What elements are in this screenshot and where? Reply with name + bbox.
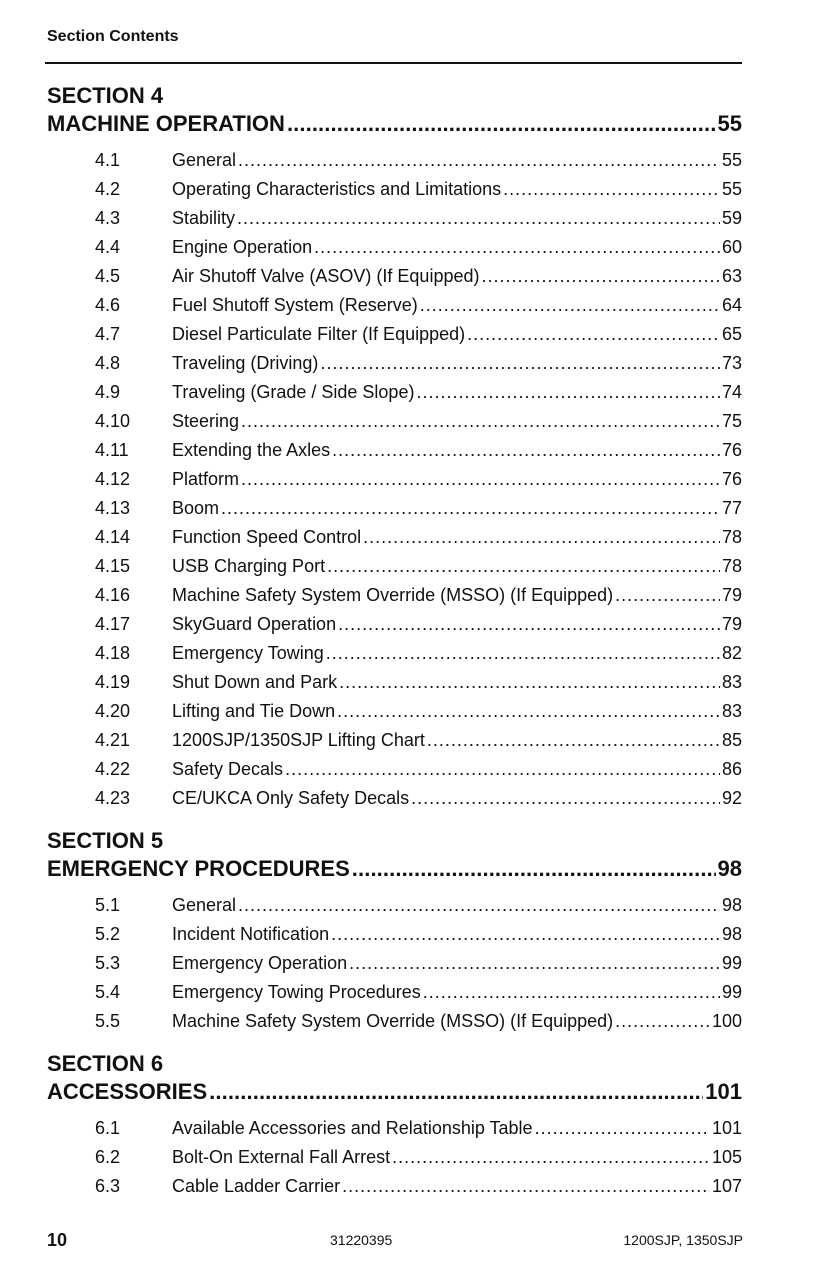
entry-title: General: [172, 150, 237, 170]
dot-leader: [503, 175, 720, 204]
dot-leader: [327, 552, 720, 581]
section-title: ACCESSORIES: [47, 1079, 208, 1104]
footer-model-names: 1200SJP, 1350SJP: [623, 1232, 743, 1248]
entry-page-number: 105: [711, 1147, 742, 1167]
entry-title: Engine Operation: [172, 237, 313, 257]
section-page-number: 98: [717, 856, 742, 881]
dot-leader: [352, 855, 716, 883]
entry-title: Incident Notification: [172, 924, 330, 944]
toc-entry[interactable]: [47, 978, 742, 1007]
entry-title: USB Charging Port: [172, 556, 326, 576]
dot-leader: [221, 494, 720, 523]
dot-leader: [535, 1114, 710, 1143]
toc-entry[interactable]: [47, 920, 742, 949]
toc-entry[interactable]: [47, 1007, 742, 1036]
entry-number: 4.6: [95, 295, 121, 315]
entry-number: 4.9: [95, 382, 121, 402]
entry-title: SkyGuard Operation: [172, 614, 337, 634]
entry-page-number: 55: [721, 150, 742, 170]
entry-page-number: 63: [721, 266, 742, 286]
entry-number: 6.2: [95, 1147, 121, 1167]
entry-page-number: 79: [721, 614, 742, 634]
entry-title: Machine Safety System Override (MSSO) (If Equipped): [172, 1011, 614, 1031]
entry-page-number: 107: [711, 1176, 742, 1196]
dot-leader: [615, 1007, 710, 1036]
entry-number: 4.4: [95, 237, 121, 257]
entry-page-number: 83: [721, 701, 742, 721]
dot-leader: [363, 523, 720, 552]
toc-entry[interactable]: [47, 755, 742, 784]
toc-entry-list: [47, 891, 742, 1036]
toc-entry[interactable]: [47, 349, 742, 378]
toc-entry[interactable]: [47, 1114, 742, 1143]
entry-number: 4.16: [95, 585, 131, 605]
dot-leader: [467, 320, 720, 349]
entry-number: 6.3: [95, 1176, 121, 1196]
entry-number: 4.23: [95, 788, 131, 808]
entry-title: 1200SJP/1350SJP Lifting Chart: [172, 730, 425, 750]
dot-leader: [481, 262, 719, 291]
dot-leader: [392, 1143, 710, 1172]
footer-page-number: 10: [47, 1230, 68, 1250]
entry-page-number: 86: [721, 759, 742, 779]
dot-leader: [320, 349, 720, 378]
table-of-contents: [47, 82, 742, 1215]
entry-title: Lifting and Tie Down: [172, 701, 336, 721]
entry-title: CE/UKCA Only Safety Decals: [172, 788, 410, 808]
entry-page-number: 100: [711, 1011, 742, 1031]
toc-entry[interactable]: [47, 436, 742, 465]
entry-title: Diesel Particulate Filter (If Equipped): [172, 324, 466, 344]
dot-leader: [209, 1078, 703, 1106]
toc-entry[interactable]: [47, 552, 742, 581]
entry-title: Stability: [172, 208, 236, 228]
entry-page-number: 78: [721, 556, 742, 576]
entry-title: General: [172, 895, 237, 915]
footer-document-number: 31220395: [330, 1232, 393, 1248]
page-header-title: Section Contents: [47, 28, 179, 45]
section-title: EMERGENCY PROCEDURES: [47, 856, 350, 881]
entry-title: Platform: [172, 469, 240, 489]
dot-leader: [423, 978, 720, 1007]
entry-page-number: 73: [721, 353, 742, 373]
toc-entry-list: [47, 146, 742, 813]
entry-title: Available Accessories and Relationship Table: [172, 1118, 533, 1138]
entry-number: 4.10: [95, 411, 131, 431]
dot-leader: [238, 146, 720, 175]
dot-leader: [416, 378, 720, 407]
entry-number: 4.20: [95, 701, 131, 721]
toc-entry[interactable]: [47, 639, 742, 668]
dot-leader: [331, 920, 720, 949]
dot-leader: [615, 581, 720, 610]
toc-entry[interactable]: [47, 726, 742, 755]
dot-leader: [427, 726, 720, 755]
toc-entry[interactable]: [47, 1143, 742, 1172]
dot-leader: [241, 407, 720, 436]
toc-entry[interactable]: [47, 949, 742, 978]
entry-page-number: 77: [721, 498, 742, 518]
toc-entry[interactable]: [47, 697, 742, 726]
toc-entry-list: [47, 1114, 742, 1201]
dot-leader: [237, 204, 720, 233]
entry-page-number: 101: [711, 1118, 742, 1138]
toc-entry[interactable]: [47, 175, 742, 204]
toc-entry[interactable]: [47, 610, 742, 639]
entry-page-number: 99: [721, 982, 742, 1002]
entry-number: 4.7: [95, 324, 121, 344]
dot-leader: [238, 891, 720, 920]
header-divider: [45, 62, 742, 64]
dot-leader: [241, 465, 720, 494]
entry-number: 4.5: [95, 266, 121, 286]
toc-entry[interactable]: [47, 465, 742, 494]
entry-page-number: 60: [721, 237, 742, 257]
entry-title: Boom: [172, 498, 220, 518]
entry-number: 4.11: [95, 440, 129, 460]
entry-page-number: 99: [721, 953, 742, 973]
entry-number: 4.8: [95, 353, 121, 373]
toc-entry[interactable]: [47, 233, 742, 262]
entry-page-number: 76: [721, 469, 742, 489]
toc-entry[interactable]: [47, 407, 742, 436]
entry-title: Extending the Axles: [172, 440, 331, 460]
section-title: MACHINE OPERATION: [47, 111, 285, 136]
toc-entry[interactable]: [47, 262, 742, 291]
dot-leader: [339, 668, 720, 697]
entry-title: Operating Characteristics and Limitations: [172, 179, 502, 199]
entry-number: 5.1: [95, 895, 121, 915]
section-title-row[interactable]: [47, 855, 742, 883]
dot-leader: [285, 755, 720, 784]
entry-number: 4.1: [95, 150, 121, 170]
section-title-row[interactable]: [47, 110, 742, 138]
entry-page-number: 98: [721, 924, 742, 944]
entry-number: 4.15: [95, 556, 131, 576]
entry-number: 4.3: [95, 208, 121, 228]
entry-page-number: 75: [721, 411, 742, 431]
entry-number: 4.13: [95, 498, 131, 518]
dot-leader: [337, 697, 720, 726]
toc-entry[interactable]: [47, 291, 742, 320]
entry-title: Bolt-On External Fall Arrest: [172, 1147, 391, 1167]
entry-number: 6.1: [95, 1118, 121, 1138]
toc-entry[interactable]: [47, 668, 742, 697]
dot-leader: [287, 110, 716, 138]
entry-title: Air Shutoff Valve (ASOV) (If Equipped): [172, 266, 480, 286]
entry-title: Steering: [172, 411, 240, 431]
dot-leader: [338, 610, 720, 639]
entry-page-number: 76: [721, 440, 742, 460]
entry-number: 4.14: [95, 527, 131, 547]
dot-leader: [349, 949, 720, 978]
toc-entry[interactable]: [47, 784, 742, 813]
entry-number: 4.19: [95, 672, 131, 692]
dot-leader: [314, 233, 720, 262]
entry-title: Traveling (Grade / Side Slope): [172, 382, 415, 402]
entry-title: Traveling (Driving): [172, 353, 319, 373]
toc-section: [47, 82, 742, 813]
entry-title: Fuel Shutoff System (Reserve): [172, 295, 418, 315]
toc-entry[interactable]: [47, 891, 742, 920]
section-number: SECTION 6: [47, 1051, 164, 1076]
entry-title: Machine Safety System Override (MSSO) (If Equipped): [172, 585, 614, 605]
entry-page-number: 83: [721, 672, 742, 692]
entry-page-number: 59: [721, 208, 742, 228]
toc-entry[interactable]: [47, 523, 742, 552]
section-number: SECTION 5: [47, 828, 164, 853]
entry-number: 5.4: [95, 982, 121, 1002]
entry-number: 5.3: [95, 953, 121, 973]
toc-entry[interactable]: [47, 378, 742, 407]
entry-page-number: 65: [721, 324, 742, 344]
entry-page-number: 82: [721, 643, 742, 663]
toc-entry[interactable]: [47, 320, 742, 349]
toc-entry[interactable]: [47, 146, 742, 175]
toc-section: [47, 827, 742, 1036]
section-title-row[interactable]: [47, 1078, 742, 1106]
dot-leader: [342, 1172, 710, 1201]
entry-number: 4.12: [95, 469, 131, 489]
dot-leader: [420, 291, 720, 320]
toc-entry[interactable]: [47, 494, 742, 523]
dot-leader: [332, 436, 720, 465]
dot-leader: [326, 639, 720, 668]
entry-title: Emergency Operation: [172, 953, 348, 973]
entry-number: 5.2: [95, 924, 121, 944]
entry-page-number: 79: [721, 585, 742, 605]
entry-number: 4.22: [95, 759, 131, 779]
toc-entry[interactable]: [47, 204, 742, 233]
entry-page-number: 98: [721, 895, 742, 915]
toc-entry[interactable]: [47, 581, 742, 610]
entry-page-number: 78: [721, 527, 742, 547]
entry-title: Cable Ladder Carrier: [172, 1176, 341, 1196]
section-page-number: 55: [717, 111, 742, 136]
entry-number: 4.18: [95, 643, 131, 663]
entry-number: 4.17: [95, 614, 131, 634]
entry-page-number: 55: [721, 179, 742, 199]
section-number: SECTION 4: [47, 83, 164, 108]
entry-number: 5.5: [95, 1011, 121, 1031]
dot-leader: [411, 784, 720, 813]
toc-entry[interactable]: [47, 1172, 742, 1201]
toc-section: [47, 1050, 742, 1201]
entry-title: Safety Decals: [172, 759, 284, 779]
section-page-number: 101: [705, 1079, 742, 1104]
entry-title: Shut Down and Park: [172, 672, 338, 692]
entry-number: 4.21: [95, 730, 131, 750]
entry-title: Function Speed Control: [172, 527, 362, 547]
entry-page-number: 85: [721, 730, 742, 750]
entry-page-number: 64: [721, 295, 742, 315]
entry-title: Emergency Towing Procedures: [172, 982, 421, 1002]
entry-page-number: 74: [721, 382, 742, 402]
entry-page-number: 92: [721, 788, 742, 808]
entry-number: 4.2: [95, 179, 121, 199]
entry-title: Emergency Towing: [172, 643, 324, 663]
